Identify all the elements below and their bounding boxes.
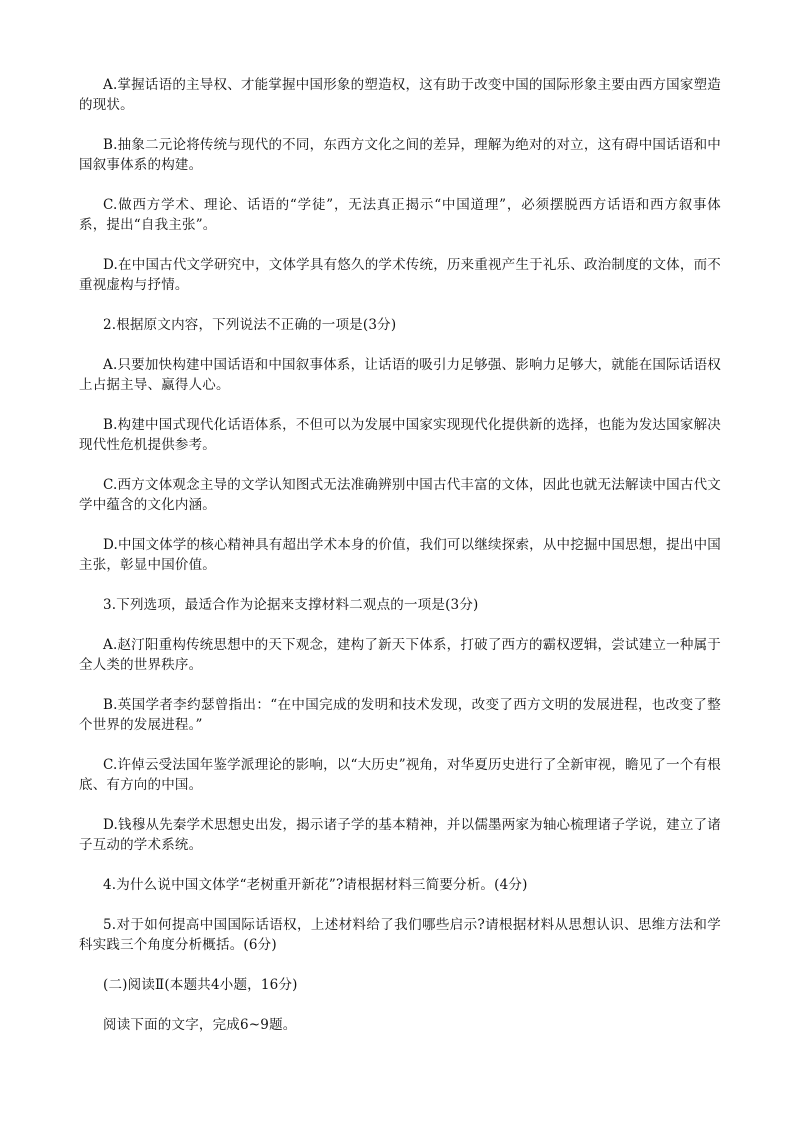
question-4: 4.为什么说中国文体学“老树重开新花”?请根据材料三简要分析。(4分) (103, 877, 528, 893)
option-3a: A.赵汀阳重构传统思想中的天下观念，建构了新天下体系，打破了西方的霸权逻辑，尝试建立一种属于全人类的世界秩序。 (79, 637, 721, 673)
question-3: 3.下列选项，最适合作为论据来支撑材料二观点的一项是(3分) (103, 597, 479, 613)
option-1b: B.抽象二元论将传统与现代的不同，东西方文化之间的差异，理解为绝对的对立，这有碍中国话语和中国叙事体系的构建。 (79, 137, 721, 173)
option-2a: A.只要加快构建中国话语和中国叙事体系，让话语的吸引力足够强、影响力足够大，就能在国际话语权上占据主导、赢得人心。 (79, 357, 721, 393)
option-3d: D.钱穆从先秦学术思想史出发，揭示诸子学的基本精神，并以儒墨两家为轴心梳理诸子学说，建立了诸子互动的学术系统。 (79, 817, 721, 853)
section-heading: (二)阅读Ⅱ(本题共4小题，16分) (103, 977, 298, 993)
question-5: 5.对于如何提高中国国际话语权，上述材料给了我们哪些启示?请根据材料从思想认识、思维方法和学科实践三个角度分析概括。(6分) (79, 917, 721, 953)
option-1a: A.掌握话语的主导权、才能掌握中国形象的塑造权，这有助于改变中国的国际形象主要由西方国家塑造的现状。 (79, 77, 721, 113)
option-3c: C.许倬云受法国年鉴学派理论的影响，以“大历史”视角，对华夏历史进行了全新审视，瞻见了一个有根底、有方向的中国。 (79, 757, 721, 793)
option-2d: D.中国文体学的核心精神具有超出学术本身的价值，我们可以继续探索，从中挖掘中国思想，提出中国主张，彰显中国价值。 (79, 537, 721, 573)
option-2c: C.西方文体观念主导的文学认知图式无法准确辨别中国古代丰富的文体，因此也就无法解读中国古代文学中蕴含的文化内涵。 (79, 477, 721, 513)
option-2b: B.构建中国式现代化话语体系，不但可以为发展中国家实现现代化提供新的选择，也能为发达国家解决现代性危机提供参考。 (79, 417, 721, 453)
option-1d: D.在中国古代文学研究中，文体学具有悠久的学术传统，历来重视产生于礼乐、政治制度的文体，而不重视虚构与抒情。 (79, 257, 721, 293)
option-3b: B.英国学者李约瑟曾指出：“在中国完成的发明和技术发现，改变了西方文明的发展进程，也改变了整个世界的发展进程。” (79, 697, 721, 733)
option-1c: C.做西方学术、理论、话语的“学徒”，无法真正揭示“中国道理”，必须摆脱西方话语和西方叙事体系，提出“自我主张”。 (79, 197, 721, 233)
reading-instruction: 阅读下面的文字，完成6~9题。 (103, 1017, 297, 1033)
question-2: 2.根据原文内容，下列说法不正确的一项是(3分) (103, 317, 397, 333)
